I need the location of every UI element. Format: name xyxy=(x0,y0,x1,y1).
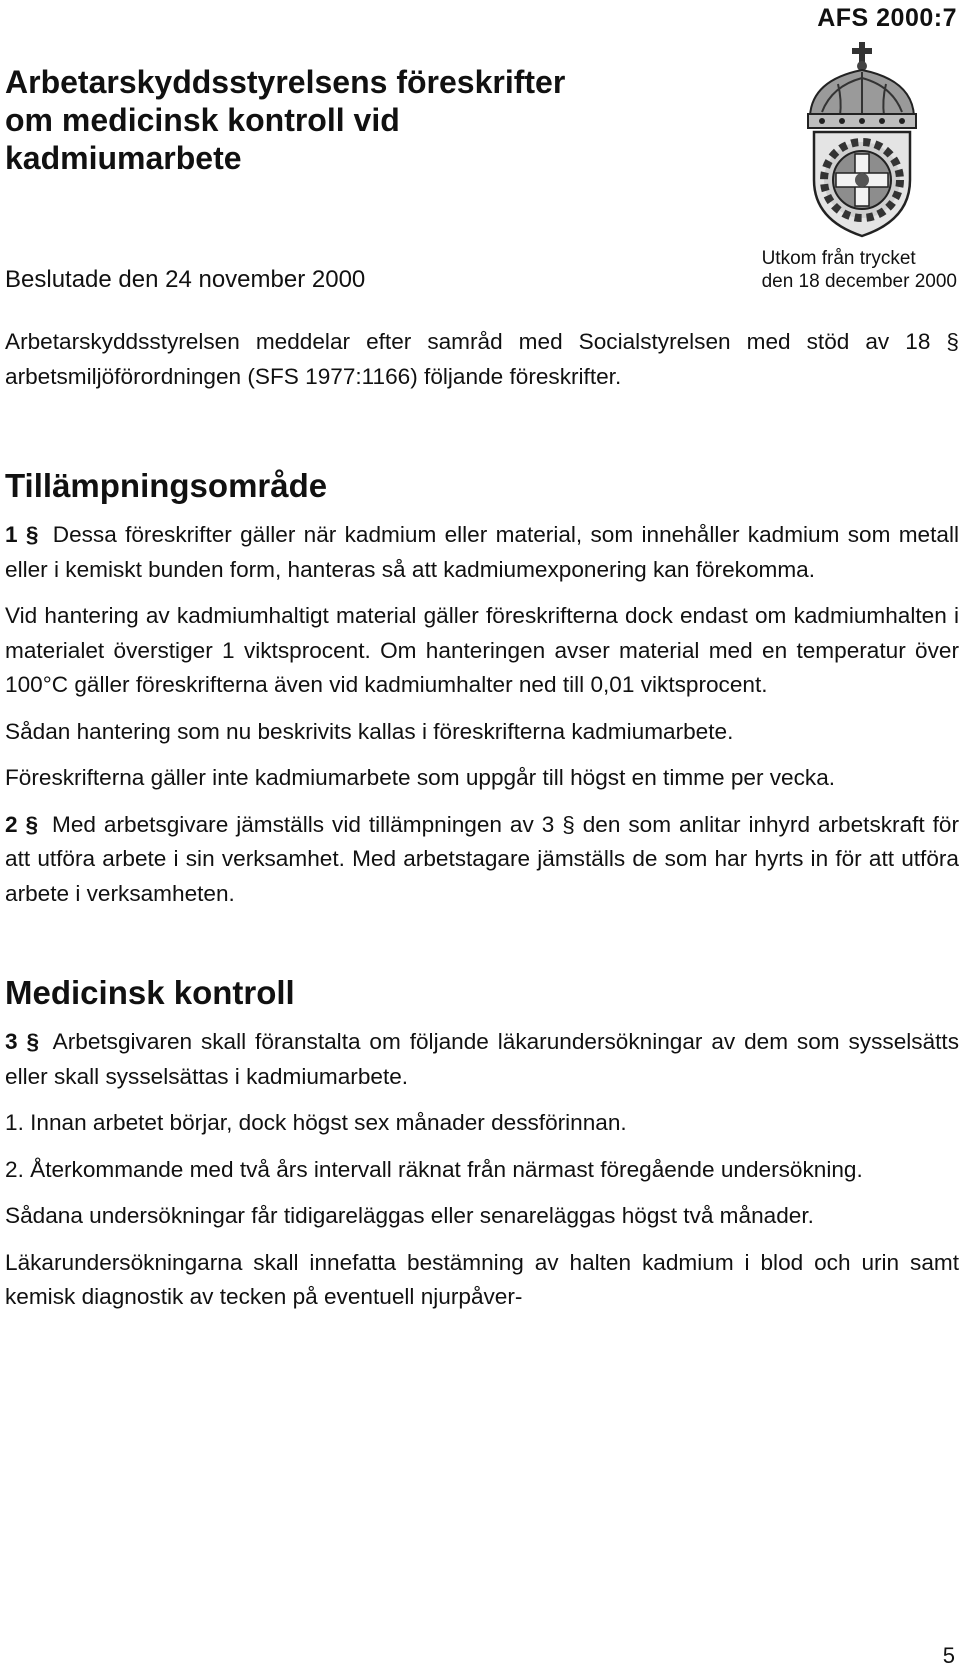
section-number: 3 § xyxy=(5,1029,40,1054)
page-number: 5 xyxy=(942,1643,955,1668)
paragraph-text: Med arbetsgivare jämställs vid tillämpningen av 3 § den som anlitar inhyrd arbetskraft för att utföra arbete i sin verksamhet. Med arbetstagare jämställs de som har hyrts in för att utföra arbete i verksamheten. xyxy=(5,811,959,906)
document-code: AFS 2000:7 xyxy=(817,4,957,32)
title-line-2: om medicinsk kontroll vid xyxy=(5,102,400,138)
list-item-2: 2. Återkommande med två års intervall räknat från närmast föregående undersökning. xyxy=(5,1156,863,1182)
document-body xyxy=(5,325,959,1327)
publication-date xyxy=(762,247,957,293)
title-line-3: kadmiumarbete xyxy=(5,140,242,176)
intro-paragraph: Arbetarskyddsstyrelsen meddelar efter samråd med Socialstyrelsen med stöd av 18 § arbetsmiljöförordningen (SFS 1977:1166) följande föreskrifter. xyxy=(5,329,959,389)
paragraph-5 xyxy=(5,808,959,912)
section-number: 1 § xyxy=(5,522,39,547)
list-item-1: 1. Innan arbetet börjar, dock högst sex månader dessförinnan. xyxy=(5,1110,627,1135)
paragraph-text: Dessa föreskrifter gäller när kadmium eller material, som innehåller kadmium som metall eller i kemiskt bunden form, hanteras så att kadmiumexponering kan förekomma. xyxy=(5,522,959,582)
decision-date: Beslutade den 24 november 2000 xyxy=(5,266,366,293)
paragraph-4: Föreskrifterna gäller inte kadmiumarbete som uppgår till högst en timme per vecka. xyxy=(5,765,836,790)
publication-line-2: den 18 december 2000 xyxy=(761,271,957,292)
paragraph-7: Sådana undersökningar får tidigareläggas eller senareläggas högst två månader. xyxy=(5,1203,814,1228)
title-line-1: Arbetarskyddsstyrelsens föreskrifter xyxy=(5,64,566,100)
section-number: 2 § xyxy=(5,811,39,837)
publication-line-1: Utkom från trycket xyxy=(761,248,916,269)
paragraph-3: Sådan hantering som nu beskrivits kallas i föreskrifterna kadmiumarbete. xyxy=(5,718,734,744)
document-title xyxy=(5,63,725,177)
section-heading-scope: Tillämpningsområde xyxy=(5,467,328,504)
coat-of-arms-emblem xyxy=(802,40,922,240)
paragraph-1 xyxy=(5,518,959,587)
paragraph-2: Vid hantering av kadmiumhaltigt material gäller föreskrifterna dock endast om kadmiumhalten i materialet överstiger 1 viktsprocent. Om hanteringen avser material med en temperatur över 100°C gäller föreskrifterna även vid kadmiumhalter ned till 0,01 viktsprocent. xyxy=(5,603,959,697)
paragraph-8: Läkarundersökningarna skall innefatta bestämning av halten kadmium i blod och urin samt kemisk diagnostik av tecken på eventuell njurpåver- xyxy=(5,1249,959,1309)
paragraph-6 xyxy=(5,1025,959,1094)
section-heading-medical-control: Medicinsk kontroll xyxy=(5,974,295,1011)
paragraph-text: Arbetsgivaren skall föranstalta om följande läkarundersökningar av dem som sysselsätts eller skall sysselsättas i kadmiumarbete. xyxy=(5,1029,959,1089)
